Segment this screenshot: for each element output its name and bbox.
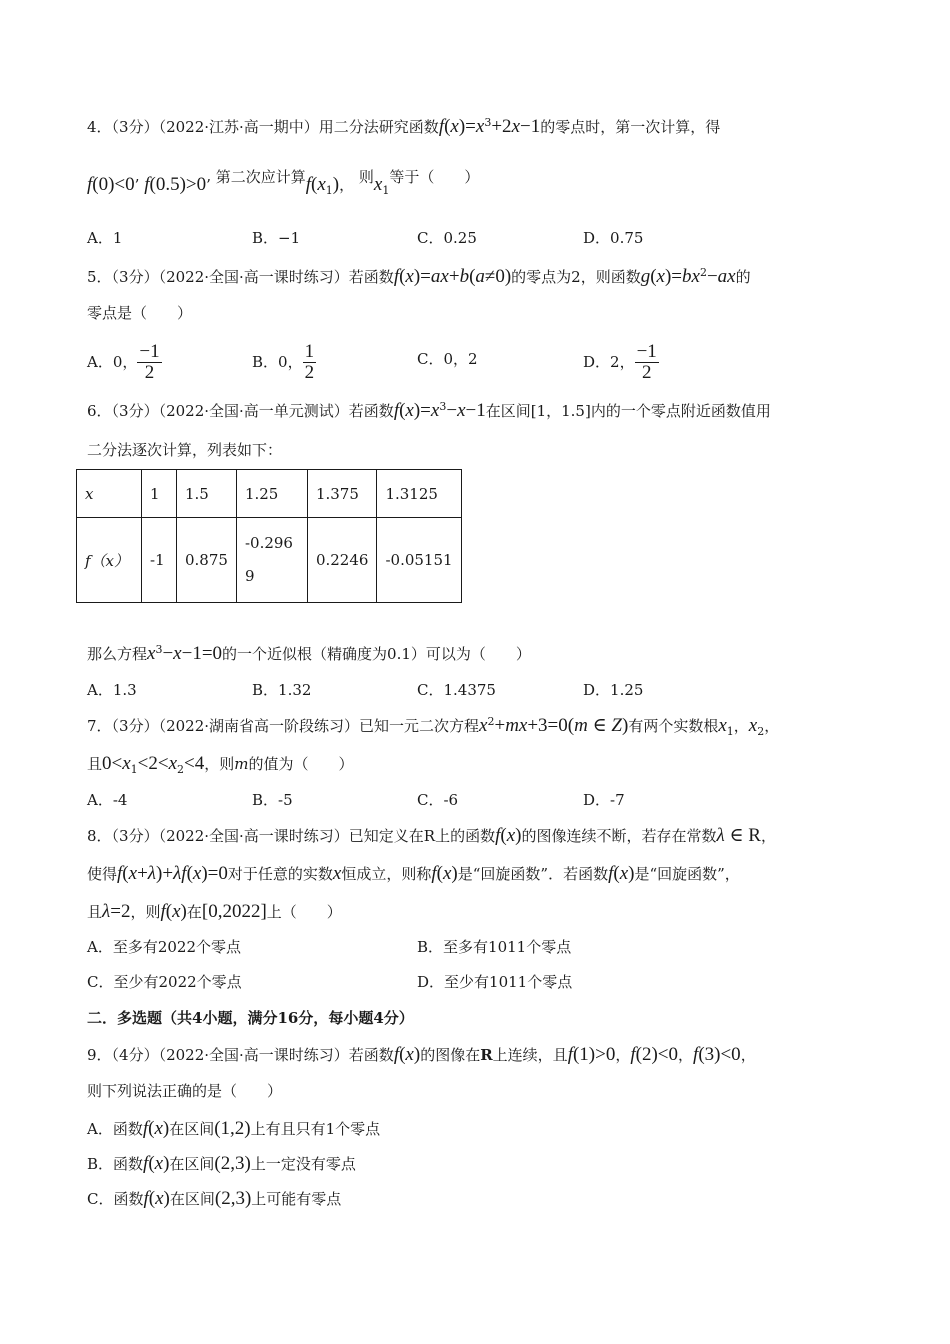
q9-option-c: C．函数f(x)在区间(2,3)上可能有零点	[87, 1188, 342, 1209]
q9-option-a: A．函数f(x)在区间(1,2)上有且只有1个零点	[87, 1118, 381, 1139]
q7-option-c: C．-6	[417, 791, 459, 809]
q9-line2: 则下列说法正确的是（ ）	[87, 1082, 283, 1100]
q5-option-c: C．0，2	[417, 350, 478, 368]
q8-option-d: D．至少有1011个零点	[417, 973, 573, 991]
q4-option-d: D．0.75	[583, 229, 644, 247]
q8-line3: 且λ=2，则f(x)在[0,2022]上（ ）	[87, 901, 342, 922]
q8-option-c: C．至少有2022个零点	[87, 973, 242, 991]
q5-option-b: B．0， $\frac{1}{2}$	[252, 341, 315, 383]
q9-line1: 9．（4分）（2022·全国·高一课时练习）若函数f(x)的图像在R上连续，且f(1)>0，f(2)<0，f(3)<0，	[87, 1044, 756, 1065]
q7-option-a: A．-4	[87, 791, 128, 809]
q8-line2: 使得f(x+λ)+λf(x)=0对于任意的实数x恒成立，则称f(x)是“回旋函数”．若函数f(x)是“回旋函数”，	[87, 863, 740, 884]
q7-option-d: D．-7	[583, 791, 625, 809]
q6-option-d: D．1.25	[583, 681, 644, 699]
table-row: f（x） -1 0.875 -0.2969 0.2246 -0.05151	[77, 518, 462, 603]
q7-line1: 7．（3分）（2022·湖南省高一阶段练习）已知一元二次方程$x^2+mx+3=0(m$ ∈ Z)有两个实数根$x_1$，$x_2$，	[87, 715, 780, 738]
q6-line2: 二分法逐次计算，列表如下：	[87, 441, 283, 459]
table-row: x 1 1.5 1.25 1.375 1.3125	[77, 470, 462, 518]
q5-option-a: A．0， $\frac{-1}{2}$	[87, 341, 160, 383]
bisection-table	[76, 469, 462, 603]
q8-option-b: B．至多有1011个零点	[417, 938, 572, 956]
q9-option-b: B．函数f(x)在区间(2,3)上一定没有零点	[87, 1153, 356, 1174]
q7-option-b: B．-5	[252, 791, 293, 809]
q4-line2: f(0)<0’ f(0.5)>0’ 第二次应计算$f(x_1)$， 则$x_1$等于（ ）	[87, 168, 480, 197]
q7-line2: 且$0<x_1<2<x_2<4$，则m的值为（ ）	[87, 753, 354, 776]
q6-line3: 那么方程$x^3-x-1=0$的一个近似根（精确度为0.1）可以为（ ）	[87, 643, 531, 664]
q5-line1: 5．（3分）（2022·全国·高一课时练习）若函数f(x)=ax+b(a≠0)的零点为2，则函数$g(x)=bx^2-ax$的	[87, 266, 751, 287]
q6-option-c: C．1.4375	[417, 681, 496, 699]
q5-line2: 零点是（ ）	[87, 304, 193, 322]
q6-line1: 6．（3分）（2022·全国·高一单元测试）若函数$f(x)=x^3-x-1$在区间[1，1.5]内的一个零点附近函数值用	[87, 400, 771, 421]
q4-option-b: B．−1	[252, 229, 301, 247]
section-title: 二．多选题（共4小题，满分16分，每小题4分）	[87, 1009, 414, 1027]
q4-option-a: A．1	[87, 229, 123, 247]
q8-line1: 8．（3分）（2022·全国·高一课时练习）已知定义在R上的函数f(x)的图像连续不断，若存在常数λ ∈ R，	[87, 825, 776, 846]
q6-option-b: B．1.32	[252, 681, 312, 699]
q4-line1: 4．（3分）（2022·江苏·高一期中）用二分法研究函数$f(x)=x^3+2x-1$的零点时，第一次计算，得	[87, 116, 721, 137]
q8-option-a: A．至多有2022个零点	[87, 938, 242, 956]
q6-option-a: A．1.3	[87, 681, 137, 699]
q5-option-d: D．2， $\frac{-1}{2}$	[583, 341, 657, 383]
q4-option-c: C．0.25	[417, 229, 477, 247]
